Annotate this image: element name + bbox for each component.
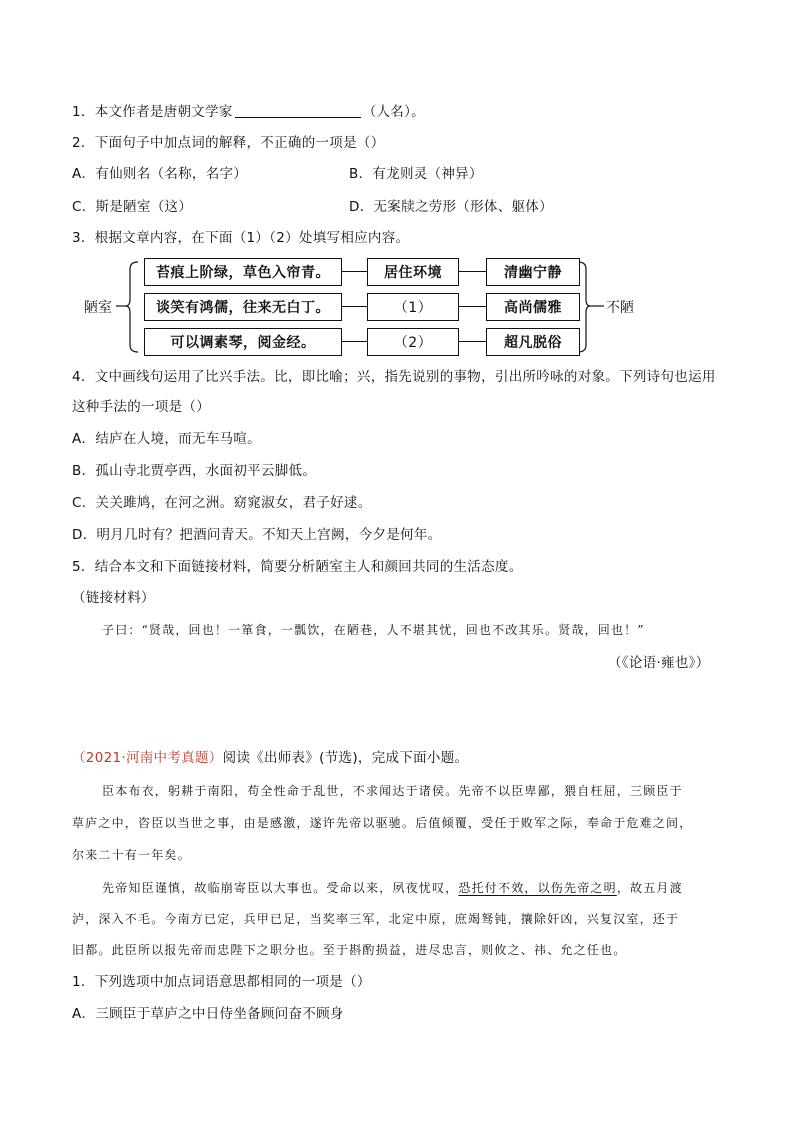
passage-p2-line1-b: ，故五月渡	[616, 881, 683, 895]
section2-intro: 阅读《出师表》(节选)，完成下面小题。	[222, 750, 469, 766]
diagram-row1-sentence: 苔痕上阶绿，草色入帘青。	[144, 258, 342, 286]
diagram-row2-connector-b	[458, 306, 486, 307]
material-source: （《论语·雍也》）	[608, 655, 710, 671]
diagram-row1-connector-b	[458, 271, 486, 272]
diagram-row3-sentence: 可以调素琴，阅金经。	[144, 328, 342, 356]
question-1	[72, 102, 425, 122]
question-4-option-d: D．明月几时有？把酒问青天。不知天上宫阙，今夕是何年。	[72, 527, 442, 543]
passage-p2-line3: 旧都。此臣所以报先帝而忠陛下之职分也。至于斟酌损益，进尽忠言，则攸之、祎、允之任也。	[72, 943, 627, 957]
diagram-row1-connector-a	[341, 271, 367, 272]
diagram-left-label: 陋室	[84, 300, 112, 316]
question-1-prefix: 1．本文作者是唐朝文学家	[72, 104, 233, 120]
underlined-sentence: 恐托付不效，以伤先帝之明	[458, 881, 617, 895]
passage-p2-line2: 泸，深入不毛。今南方已定，兵甲已足，当奖率三军，北定中原，庶竭驽钝，攘除奸凶，兴复汉室，还于	[72, 912, 680, 926]
diagram-right-label: 不陋	[606, 300, 634, 316]
passage-p1-line2: 草庐之中，咨臣以当世之事，由是感激，遂许先帝以驱驰。后值倾覆，受任于败军之际，奉命于危难之间，	[72, 816, 693, 830]
question-2-stem: 2．下面句子中加点词的解释，不正确的一项是（）	[72, 135, 385, 151]
lou-shi-diagram	[80, 257, 640, 357]
diagram-row1-right: 清幽宁静	[486, 258, 580, 286]
question-2-option-d: D．无案牍之劳形（形体、躯体）	[349, 199, 553, 215]
question-2-option-b: B．有龙则灵（神异）	[349, 166, 483, 182]
question-3-stem: 3．根据文章内容，在下面（1）（2）处填写相应内容。	[72, 230, 410, 246]
passage-p1-line1: 臣本布衣，躬耕于南阳，苟全性命于乱世，不求闻达于诸侯。先帝不以臣卑鄙，猥自枉屈，三顾臣于	[102, 784, 683, 798]
section2-question-1: 1．下列选项中加点词语意思都相同的一项是（）	[72, 974, 371, 990]
diagram-row3-connector-b	[458, 341, 486, 342]
question-4-option-c: C．关关雎鸠，在河之洲。窈窕淑女，君子好逑。	[72, 495, 372, 511]
question-4-option-b: B．孤山寺北贾亭西，水面初平云脚低。	[72, 463, 317, 479]
diagram-row3-connector-a	[341, 341, 367, 342]
material-quote: 子曰：“贤哉，回也！一箪食，一瓢饮，在陋巷，人不堪其忧，回也不改其乐。贤哉，回也！”	[102, 623, 645, 637]
section2-heading	[72, 748, 468, 768]
diagram-row2-right: 高尚儒雅	[486, 293, 580, 321]
diagram-row2-connector-a	[341, 306, 367, 307]
diagram-row2-sentence: 谈笑有鸿儒，往来无白丁。	[144, 293, 342, 321]
passage-p1-line3: 尔来二十有一年矣。	[72, 848, 191, 862]
question-2-option-a: A．有仙则名（名称，名字）	[72, 166, 248, 182]
section2-question-1-option-a: A．三顾臣于草庐之中日侍坐备顾问奋不顾身	[72, 1006, 344, 1022]
exam-source-tag: （2021·河南中考真题）	[72, 750, 223, 766]
question-4-stem-line2: 这种手法的一项是（）	[72, 399, 210, 415]
diagram-row3-middle-blank[interactable]: （2）	[367, 328, 459, 356]
question-4-option-a: A．结庐在人境，而无车马喧。	[72, 431, 261, 447]
question-4-stem-line1: 4．文中画线句运用了比兴手法。比，即比喻；兴，指先说别的事物，引出所吟咏的对象。下列诗句也运用	[72, 369, 716, 385]
passage-p2-line1-a: 先帝知臣谨慎，故临崩寄臣以大事也。受命以来，夙夜忧叹，	[102, 881, 459, 895]
diagram-row3-right: 超凡脱俗	[486, 328, 580, 356]
question-2-option-c: C．斯是陋室（这）	[72, 199, 193, 215]
question-1-suffix: （人名）。	[362, 104, 425, 120]
diagram-row2-middle-blank[interactable]: （1）	[367, 293, 459, 321]
material-label: （链接材料）	[72, 590, 155, 606]
question-5-stem: 5．结合本文和下面链接材料，简要分析陋室主人和颜回共同的生活态度。	[72, 559, 523, 575]
diagram-row1-middle: 居住环境	[367, 258, 459, 286]
answer-blank[interactable]	[235, 103, 361, 118]
passage-p2-line1	[102, 878, 683, 898]
